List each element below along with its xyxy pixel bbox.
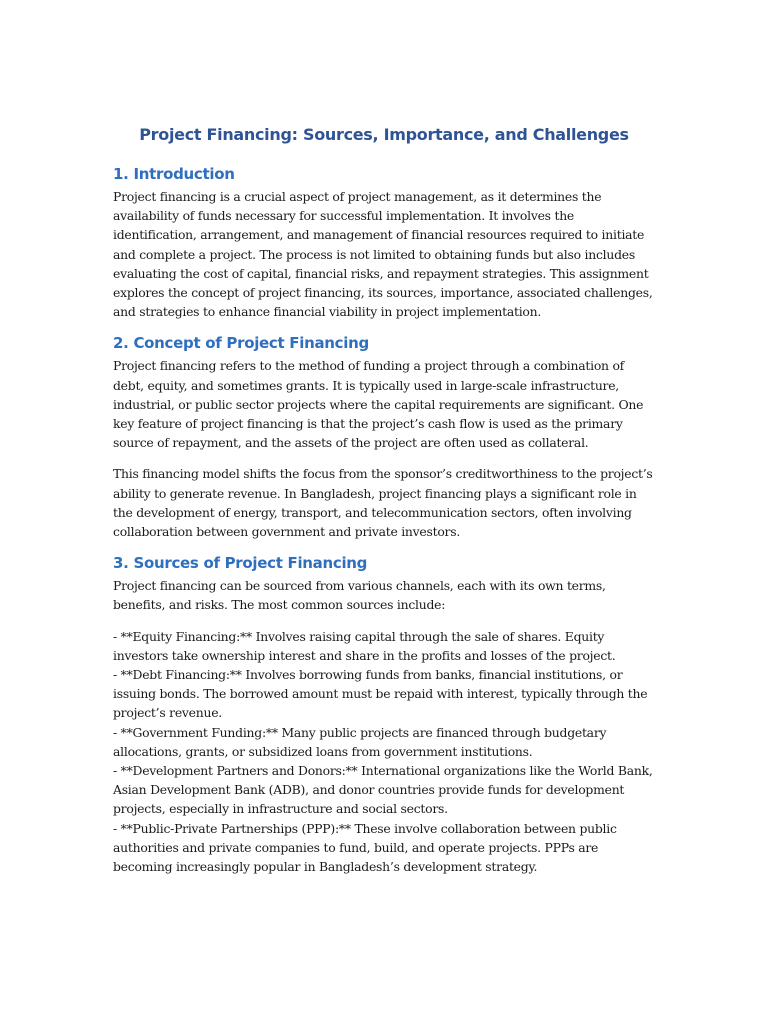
concept-paragraph-1: Project financing refers to the method of funding a project through a combination of debt, equity, and sometimes grants. It is typically used in large-scale infrastructure, industrial, or public sector projects where the capital requirements are significant. One key feature of project financing is that the project’s cash flow is used as the primary source of repayment, and the assets of the project are often used as collateral. — [113, 358, 644, 451]
section-heading-concept: 2. Concept of Project Financing — [113, 334, 369, 353]
section-concept — [113, 333, 655, 541]
section-heading-introduction: 1. Introduction — [113, 165, 235, 183]
sources-intro-paragraph: Project financing can be sourced from various channels, each with its own terms, benefits, and risks. The most common sources include: — [113, 578, 606, 613]
list-item: - **Government Funding:** Many public projects are financed through budgetary allocations, grants, or subsidized loans from government institutions. — [113, 724, 607, 759]
section-sources — [113, 553, 655, 876]
concept-paragraph-2: This financing model shifts the focus from the sponsor’s creditworthiness to the project’s ability to generate revenue. In Bangladesh, project financing plays a significant role in the development of energy, transport, and telecommunication sectors, often involving collaboration between government and private investors. — [113, 466, 653, 540]
introduction-paragraph: Project financing is a crucial aspect of project management, as it determines the availability of funds necessary for successful implementation. It involves the identification, arrangement, and management of financial resources required to initiate and complete a project. The process is not limited to obtaining funds but also includes evaluating the cost of capital, financial risks, and repayment strategies. This assignment explores the concept of project financing, its sources, importance, associated challenges, and strategies to enhance financial viability in project implementation. — [113, 189, 653, 320]
list-item: - **Equity Financing:** Involves raising capital through the sale of shares. Equity investors take ownership interest and share in the profits and losses of the project. — [113, 628, 616, 663]
section-heading-sources: 3. Sources of Project Financing — [113, 554, 368, 573]
list-item: - **Development Partners and Donors:** International organizations like the World Bank, Asian Development Bank (ADB), and donor countries provide funds for development projects, especially in infrastructure and social sectors. — [113, 763, 653, 817]
list-item: - **Debt Financing:** Involves borrowing funds from banks, financial institutions, or issuing bonds. The borrowed amount must be repaid with interest, typically through the project’s revenue. — [113, 667, 648, 721]
list-item: - **Public-Private Partnerships (PPP):** These involve collaboration between public authorities and private companies to fund, build, and operate projects. PPPs are becoming increasingly popular in Bangladesh’s development strategy. — [113, 820, 617, 875]
sources-list — [113, 627, 655, 877]
document-title: Project Financing: Sources, Importance, and Challenges — [139, 125, 629, 144]
section-introduction — [113, 164, 655, 321]
document-page — [113, 124, 655, 876]
